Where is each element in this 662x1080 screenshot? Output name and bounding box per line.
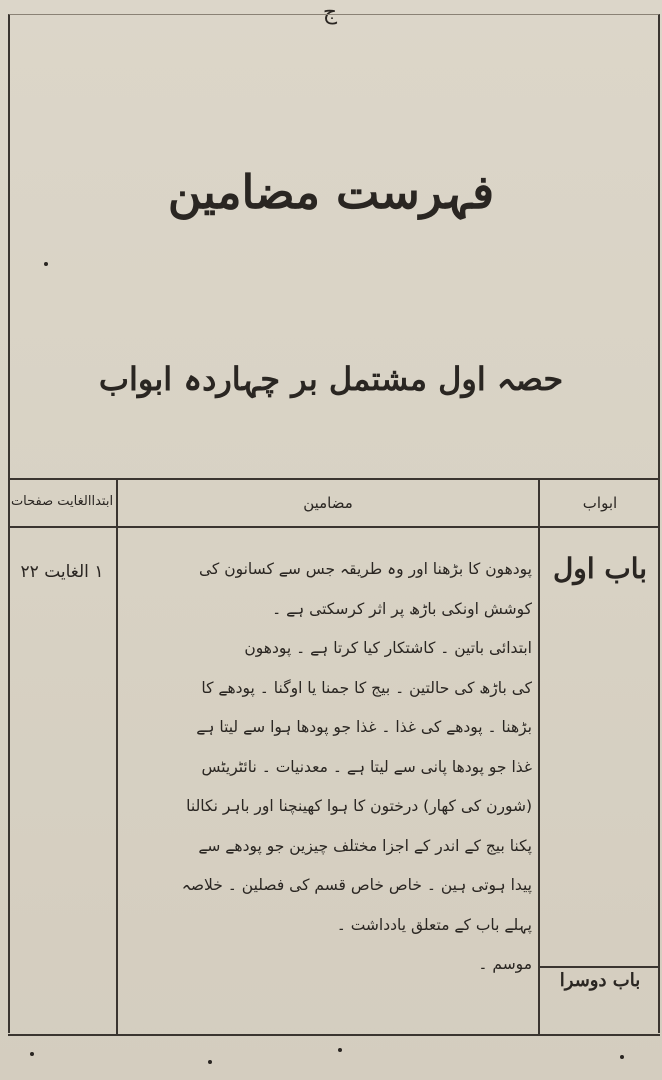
topic-line: پودھون کا بڑھنا اور وہ طریقہ جس سے کسانون کی <box>199 560 532 578</box>
topic-line: پیدا ہوتی ہین ۔ خاص خاص قسم کی فصلین ۔ خلاصہ <box>181 876 532 894</box>
header-pages: ابتداالغایت صفحات <box>10 494 114 509</box>
chapter-label: باب اول <box>552 552 648 585</box>
topic-line: کوشش اونکی باڑھ پر اثر کرسکتی ہے ۔ <box>272 599 532 618</box>
header-topics: مضامین <box>303 494 353 512</box>
ink-speck <box>44 262 48 266</box>
page-range: ۱ الغایت ۲۲ <box>20 562 104 582</box>
ink-speck <box>208 1060 212 1064</box>
header-chapters: ابواب <box>582 494 618 512</box>
topic-line: غذا جو پودھا پانی سے لیتا ہے ۔ معدنیات ۔ نائٹریٹس <box>201 757 532 776</box>
ink-speck <box>338 1048 342 1052</box>
section-subtitle: حصہ اول مشتمل بر چہاردہ ابواب <box>98 360 564 398</box>
page-title: فہرست مضامین <box>167 165 495 219</box>
ink-speck <box>30 1052 34 1056</box>
topic-line: بڑھنا ۔ پودھے کی غذا ۔ غذا جو پودھا ہوا سے لیتا ہے <box>196 718 532 736</box>
topic-line: پکنا بیج کے اندر کے اجزا مختلف چیزین جو پودھے سے <box>198 836 532 855</box>
topics-list <box>124 550 532 985</box>
page-marker: ج <box>322 0 338 25</box>
contents-table <box>8 478 660 1036</box>
ink-speck <box>620 1055 624 1059</box>
header-divider <box>8 526 660 528</box>
topic-line: پہلے باب کے متعلق یادداشت ۔ <box>336 915 532 934</box>
topic-line: (شورن کی کھار) درختون کا ہوا کھینچنا اور باہر نکالنا <box>186 797 532 815</box>
chapter-divider <box>538 966 660 968</box>
column-divider <box>116 480 118 1034</box>
topic-line: ابتدائی باتین ۔ کاشتکار کیا کرتا ہے ۔ پودھون <box>244 639 532 657</box>
topic-line: کی باڑھ کی حالتین ۔ بیج کا جمنا یا اوگنا ۔ پودھے کا <box>201 678 532 697</box>
chapter-label: باب دوسرا <box>559 970 641 991</box>
topic-line: موسم ۔ <box>478 955 532 973</box>
